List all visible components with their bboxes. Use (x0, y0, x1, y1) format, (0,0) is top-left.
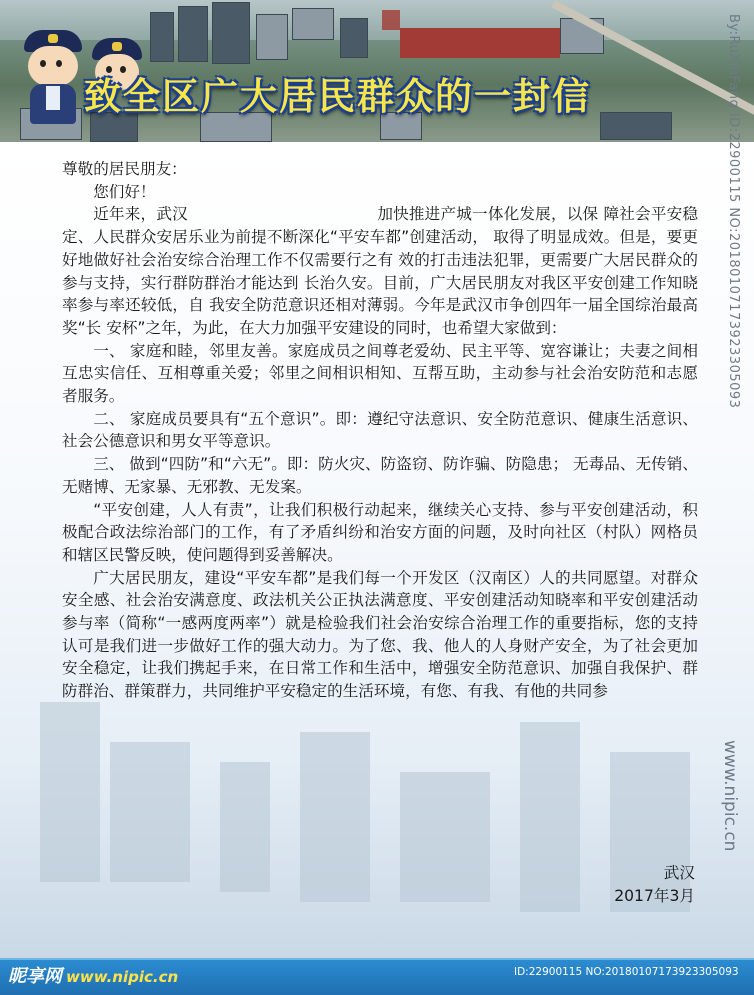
letter-salutation: 尊敬的居民朋友： (62, 160, 187, 178)
logo-text: 昵享网 (8, 966, 62, 987)
watermark-id: ID:22900115 NO:20180107173923305093 (726, 112, 741, 409)
background-building (520, 722, 580, 912)
background-building (300, 732, 370, 902)
letter-signature-block (614, 862, 695, 908)
header-banner (0, 0, 754, 142)
letter-greeting: 您们好！ (93, 182, 156, 201)
letter-paragraph: 二、 家庭成员要具有“五个意识”。即：遵纪守法意识、安全防范意识、健康生活意识、社会公德意识和男女平等意识。 (62, 409, 698, 451)
letter-paragraph: 一、 家庭和睦，邻里友善。家庭成员之间尊老爱幼、民主平等、宽容谦让；夫妻之间相互忠实信任、互相尊重关爱；邻里之间相识相知、互帮互助，主动参与社会治安防范和志愿者服务。 (62, 341, 698, 406)
page-title: 致全区广大居民群众的一封信 (84, 75, 591, 118)
banner-red-building (382, 10, 400, 30)
banner-building (150, 12, 174, 62)
side-watermark-site: www.nipic.cn (720, 740, 740, 852)
banner-building (600, 112, 672, 140)
site-logo[interactable] (8, 962, 178, 988)
background-building (110, 742, 190, 882)
logo-url: www.nipic.cn (66, 968, 179, 986)
background-building (220, 762, 270, 892)
background-building (40, 702, 100, 882)
letter-paragraph: 近年来，武汉 加快推进产城一体化发展，以保 障社会平安稳定、人民群众安居乐业为前提不断深化“平安车都”创建活动， 取得了明显成效。但是，要更好地做好社会治安综合治理工作不仅需要行之有 效的打击违法犯罪，更需要广大居民群众的参与支持，实行群防群治才能达到 长治久安。目前，广大居民朋友对我区平安创建工作知晓率参与率还较低，自 我安全防范意识还相对薄弱。今年是武汉市争创四年一届全国综治最高奖“长 安杯”之年，为此，在大力加强平安建设的同时，也希望大家做到： (62, 205, 698, 337)
side-watermark-id (726, 14, 741, 408)
banner-red-building (400, 28, 560, 58)
background-building (400, 772, 490, 902)
banner-building (178, 6, 208, 62)
letter-signature: 武汉 (663, 864, 695, 882)
banner-sky (0, 0, 754, 40)
letter-date: 2017年3月 (614, 887, 695, 905)
banner-building (292, 8, 334, 40)
letter-paragraph: 广大居民朋友，建设“平安车都”是我们每一个开发区（汉南区）人的共同愿望。对群众安全感、社会治安满意度、政法机关公正执法满意度、平安创建活动知晓率和平安创建活动参与率（简称“一感两度两率”）就是检验我们社会治安综合治理工作的重要指标，您的支持认可是我们进一步做好工作的强大动力。为了您、我、他人的人身财产安全，为了社会更加安全稳定，让我们携起手来，在日常工作和生活中，增强安全防范意识、加强自我保护、群防群治、群策群力，共同维护平安稳定的生活环境，有您、有我、有他的共同参 (62, 568, 698, 701)
letter-paragraph: 三、 做到“四防”和“六无”。即：防火灾、防盗窃、防诈骗、防隐患； 无毒品、无传销、无赌博、无家暴、无邪教、无发案。 (62, 455, 698, 496)
letter-body (62, 158, 698, 703)
banner-building (212, 2, 250, 64)
letter-paragraph: “平安创建，人人有责”，让我们积极行动起来，继续关心支持、参与平安创建活动，积极配合政法综治部门的工作，有了矛盾纠纷和治安方面的问题，及时向社区（村队）网格员和辖区民警反映，使问题得到妥善解决。 (62, 500, 698, 564)
watermark-author: By:RuXinFang (726, 14, 741, 109)
banner-building (256, 14, 288, 60)
footer-id: ID:22900115 NO:20180107173923305093 (514, 966, 739, 978)
banner-building (340, 18, 368, 58)
